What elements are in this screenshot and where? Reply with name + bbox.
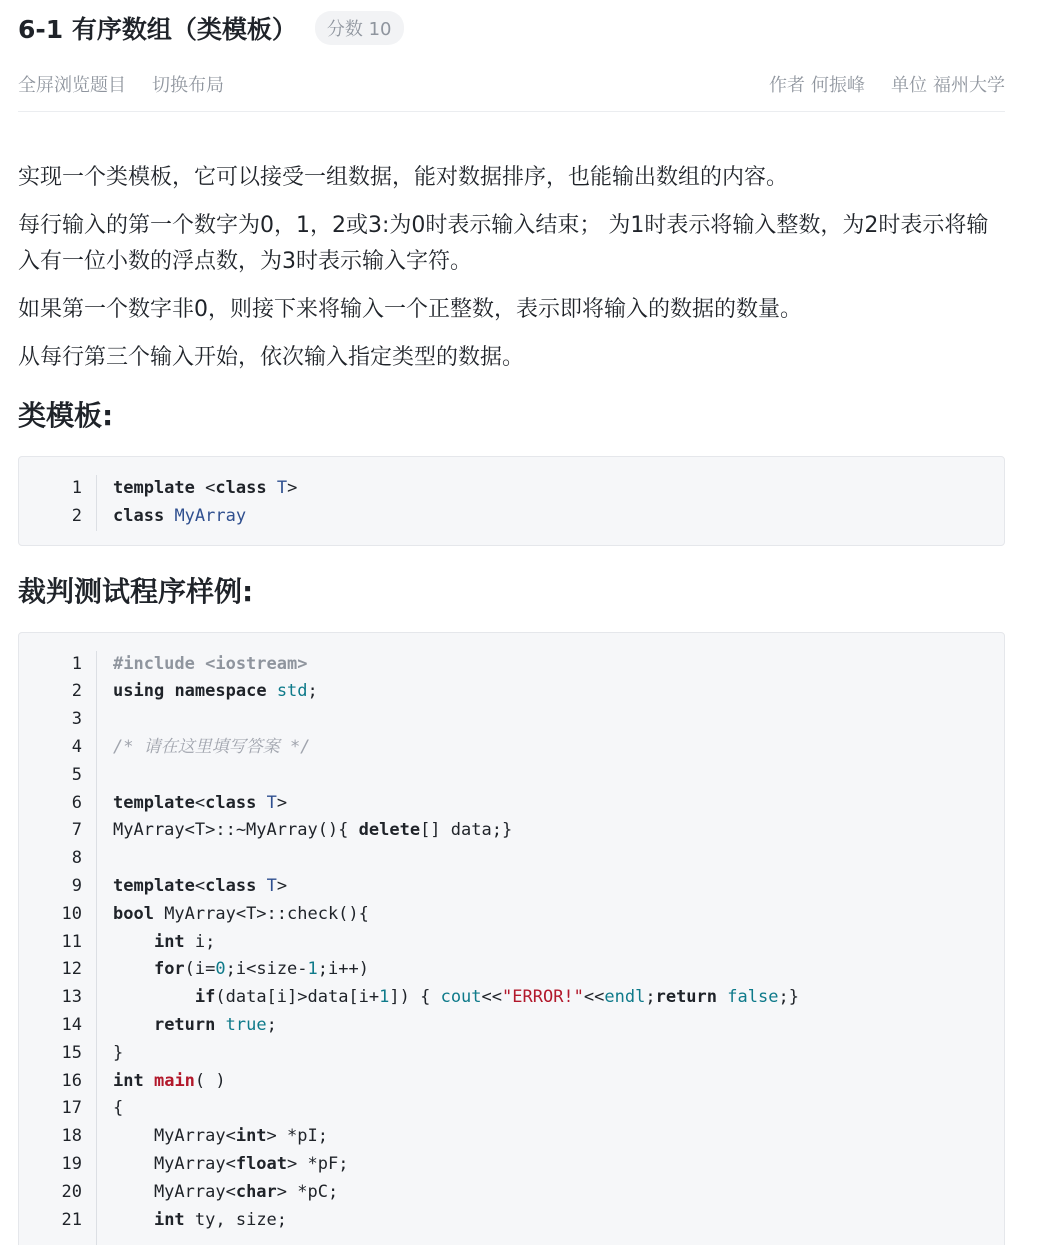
code-token: ; bbox=[645, 987, 656, 1008]
author-label: 作者 bbox=[769, 74, 805, 96]
line-number: 14 bbox=[61, 1014, 82, 1035]
code-token: using bbox=[113, 681, 165, 702]
code-token: > bbox=[287, 478, 298, 498]
unit-label: 单位 bbox=[891, 74, 927, 96]
code-token: template bbox=[113, 792, 195, 813]
code-line bbox=[113, 929, 799, 957]
code-token: > *pF; bbox=[287, 1153, 349, 1174]
line-number: 21 bbox=[61, 1209, 82, 1230]
line-number: 7 bbox=[71, 820, 82, 841]
code-token bbox=[113, 959, 154, 979]
code-content bbox=[97, 475, 297, 531]
code-token: MyArray<T>::check(){ bbox=[153, 903, 369, 924]
code-token: 0 bbox=[215, 959, 226, 980]
code-token: ; bbox=[307, 681, 318, 702]
problem-description bbox=[18, 160, 1005, 376]
line-number: 19 bbox=[61, 1153, 82, 1174]
code-line bbox=[113, 734, 799, 762]
code-token: main bbox=[153, 1070, 195, 1091]
code-token: class bbox=[113, 505, 165, 526]
line-number: 18 bbox=[61, 1126, 82, 1147]
code-token: /* 请在这里填写答案 */ bbox=[113, 736, 311, 757]
code-token: ]) { bbox=[389, 987, 441, 1008]
code-token: MyArray< bbox=[113, 1181, 236, 1202]
code-token bbox=[113, 1210, 154, 1230]
code-token: template bbox=[113, 875, 195, 896]
class-template-heading: 类模板: bbox=[18, 399, 114, 432]
code-token: class bbox=[215, 478, 267, 498]
code-token: endl bbox=[604, 987, 646, 1008]
line-number: 3 bbox=[71, 709, 82, 730]
code-line bbox=[113, 984, 799, 1012]
code-token: bool bbox=[113, 903, 154, 924]
line-number: 20 bbox=[61, 1181, 82, 1202]
code-token: delete bbox=[358, 820, 421, 841]
code-token bbox=[267, 478, 277, 498]
line-number: 1 bbox=[71, 478, 82, 498]
line-number: 2 bbox=[71, 505, 82, 526]
line-number-gutter bbox=[19, 651, 97, 1245]
code-token bbox=[113, 932, 154, 952]
code-token: std bbox=[276, 681, 308, 702]
code-token: false bbox=[727, 987, 779, 1008]
code-token: T bbox=[266, 875, 277, 896]
code-token: int bbox=[235, 1126, 267, 1147]
code-line bbox=[113, 678, 799, 706]
code-token: "ERROR!" bbox=[502, 987, 584, 1008]
problem-title: 6-1 有序数组（类模板） bbox=[18, 15, 297, 44]
code-line bbox=[113, 790, 799, 818]
code-line bbox=[113, 1040, 799, 1068]
code-token: > *pC; bbox=[276, 1181, 339, 1202]
test-program-code-block bbox=[18, 632, 1005, 1245]
meta-toolbar bbox=[18, 56, 1005, 112]
code-token: T bbox=[276, 478, 288, 498]
code-token: { bbox=[113, 1098, 124, 1119]
code-token: return bbox=[153, 1014, 216, 1035]
code-token: int bbox=[113, 1070, 144, 1091]
code-token: return bbox=[655, 987, 718, 1008]
code-line bbox=[113, 503, 297, 531]
code-token: cout bbox=[440, 987, 482, 1008]
code-token: ; bbox=[266, 1014, 277, 1035]
code-token: MyArray< bbox=[113, 1153, 236, 1174]
code-token bbox=[164, 506, 174, 526]
code-token bbox=[164, 681, 174, 701]
unit-value: 福州大学 bbox=[933, 74, 1005, 96]
code-token: if bbox=[194, 987, 216, 1008]
code-token: ;i++) bbox=[317, 959, 369, 980]
code-line bbox=[113, 901, 799, 929]
line-number: 9 bbox=[71, 875, 82, 896]
line-number: 17 bbox=[61, 1098, 82, 1119]
fullscreen-button[interactable]: 全屏浏览题目 bbox=[18, 74, 126, 96]
code-line bbox=[113, 873, 799, 901]
switch-layout-button[interactable]: 切换布局 bbox=[152, 74, 224, 96]
line-number: 6 bbox=[71, 792, 82, 813]
author-value: 何振峰 bbox=[811, 74, 865, 96]
class-template-code-block bbox=[18, 456, 1005, 546]
code-token bbox=[267, 681, 277, 701]
code-token: template bbox=[113, 478, 195, 498]
code-token: << bbox=[583, 987, 605, 1008]
description-paragraph: 如果第一个数字非0，则接下来将输入一个正整数，表示即将输入的数据的数量。 bbox=[18, 297, 802, 322]
code-line bbox=[113, 956, 799, 984]
score-badge: 分数 10 bbox=[315, 11, 404, 45]
code-line bbox=[113, 706, 799, 734]
code-token: for bbox=[153, 959, 185, 980]
code-line bbox=[113, 1179, 799, 1207]
code-line bbox=[113, 1207, 799, 1235]
code-token: 1 bbox=[307, 959, 318, 980]
code-line bbox=[113, 1068, 799, 1096]
line-number: 5 bbox=[71, 764, 82, 785]
line-number-gutter bbox=[19, 475, 97, 531]
code-line bbox=[113, 1123, 799, 1151]
line-number: 2 bbox=[71, 681, 82, 702]
code-token: class bbox=[205, 875, 257, 896]
code-token: MyArray bbox=[174, 505, 247, 526]
code-content bbox=[97, 651, 799, 1245]
unit-info bbox=[891, 71, 1005, 97]
code-token: [] data;} bbox=[420, 820, 513, 841]
code-token: ;i<size- bbox=[225, 959, 308, 980]
code-line bbox=[113, 762, 799, 790]
code-token: < bbox=[194, 875, 206, 896]
code-line bbox=[113, 1012, 799, 1040]
code-line bbox=[113, 817, 799, 845]
code-token: i; bbox=[184, 931, 216, 952]
code-token: ty, size; bbox=[184, 1209, 288, 1230]
line-number: 8 bbox=[71, 848, 82, 869]
code-line bbox=[113, 475, 297, 503]
line-number: 15 bbox=[61, 1042, 82, 1063]
code-token bbox=[256, 793, 266, 813]
code-token: 1 bbox=[379, 987, 390, 1008]
code-line bbox=[113, 1095, 799, 1123]
code-token: ;} bbox=[778, 987, 799, 1008]
code-token: < bbox=[194, 792, 206, 813]
code-token: float bbox=[235, 1153, 288, 1174]
code-token: (i= bbox=[184, 959, 216, 980]
code-token: > bbox=[276, 875, 288, 896]
line-number: 4 bbox=[71, 736, 82, 757]
code-token: > bbox=[276, 792, 288, 813]
line-number: 13 bbox=[61, 987, 82, 1008]
code-token: ( ) bbox=[194, 1070, 226, 1091]
code-line bbox=[113, 845, 799, 873]
description-paragraph: 从每行第三个输入开始，依次输入指定类型的数据。 bbox=[18, 345, 525, 370]
code-token: < bbox=[194, 478, 216, 498]
code-line bbox=[113, 651, 799, 679]
code-token: #include <iostream> bbox=[113, 653, 308, 674]
code-token: } bbox=[113, 1042, 124, 1063]
line-number: 11 bbox=[61, 931, 82, 952]
test-program-heading: 裁判测试程序样例: bbox=[18, 574, 254, 608]
line-number: 16 bbox=[61, 1070, 82, 1091]
code-token: > *pI; bbox=[266, 1126, 328, 1147]
code-token: << bbox=[481, 987, 503, 1008]
code-token: int bbox=[153, 931, 185, 952]
title-row bbox=[18, 0, 1005, 56]
author-info bbox=[769, 71, 865, 97]
code-token: MyArray< bbox=[113, 1126, 236, 1147]
code-token bbox=[215, 1015, 225, 1035]
line-number: 10 bbox=[61, 903, 82, 924]
description-paragraph: 实现一个类模板，它可以接受一组数据，能对数据排序，也能输出数组的内容。 bbox=[18, 165, 789, 190]
code-token: (data[i]>data[i+ bbox=[215, 987, 380, 1008]
line-number: 12 bbox=[61, 959, 82, 980]
code-token: namespace bbox=[174, 681, 267, 702]
code-token: MyArray<T>::~MyArray(){ bbox=[113, 820, 359, 841]
code-token bbox=[113, 987, 195, 1007]
code-token bbox=[256, 876, 266, 896]
code-token bbox=[717, 987, 727, 1007]
code-token: char bbox=[235, 1181, 277, 1202]
code-token: int bbox=[153, 1209, 185, 1230]
code-token: class bbox=[205, 792, 257, 813]
code-token: true bbox=[225, 1014, 267, 1035]
code-line bbox=[113, 1151, 799, 1179]
code-token bbox=[113, 1015, 154, 1035]
description-paragraph: 每行输入的第一个数字为0，1，2或3:为0时表示输入结束； 为1时表示将输入整数，为2时表示将输入有一位小数的浮点数，为3时表示输入字符。 bbox=[18, 213, 989, 274]
code-token bbox=[144, 1071, 154, 1091]
line-number: 1 bbox=[71, 653, 82, 674]
code-token: T bbox=[266, 792, 277, 813]
